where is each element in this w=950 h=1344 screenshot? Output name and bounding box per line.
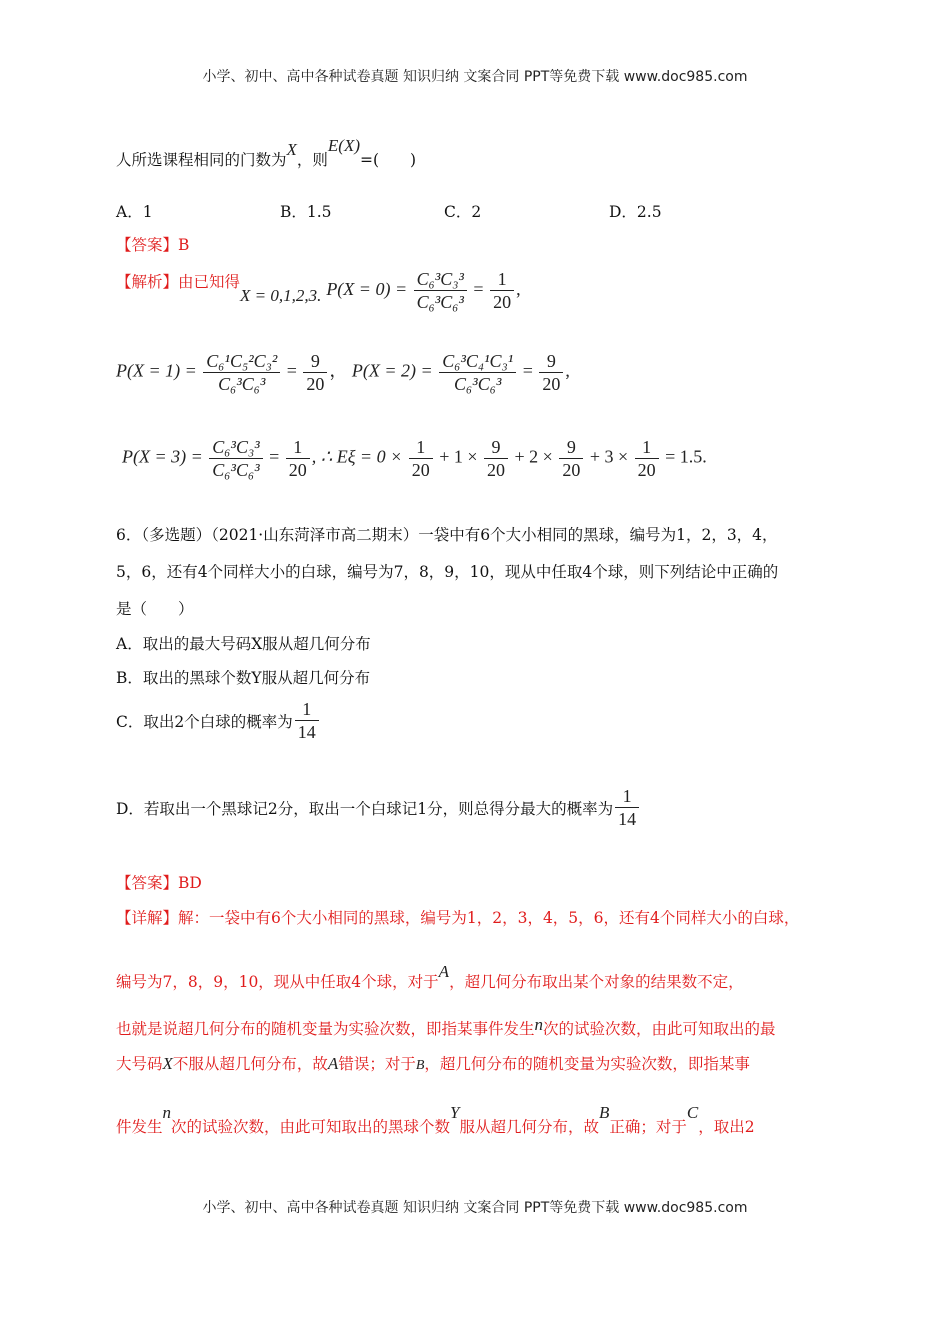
var-b-2: B [599, 1103, 610, 1122]
detail-seg: 不服从超几何分布，故 [172, 1055, 328, 1073]
q5-analysis-values: X = 0,1,2,3. [240, 285, 322, 305]
q5-answer: 【答案】B [116, 236, 190, 254]
e-t4-den: 20 [637, 460, 656, 480]
q6-stem-line-2: 5，6，还有4个同样大小的白球，编号为7，8，9，10，现从中任取4个球，则下列结论中正确的 [116, 563, 779, 581]
detail-seg: 正确；对于 [609, 1118, 687, 1136]
detail-seg: ，取出2 [698, 1118, 755, 1136]
p3-r-num: 1 [293, 437, 303, 457]
e-op3: + 3 × [589, 446, 629, 467]
q6-option-b: B．取出的黑球个数Y服从超几何分布 [116, 669, 371, 687]
p1-eq: = [286, 360, 297, 381]
p0-r-den: 20 [493, 292, 512, 312]
detail-seg: 次的试验次数，由此可知取出的最 [543, 1020, 776, 1038]
e-t1-num: 1 [416, 437, 426, 457]
var-b: B [415, 1058, 425, 1073]
q5-analysis-line [116, 268, 521, 313]
var-n-2: n [162, 1103, 172, 1122]
p3-tail: , ∴ Eξ = 0 × [311, 446, 403, 467]
page-footer: 小学、初中、高中各种试卷真题 知识归纳 文案合同 PPT等免费下载 www.doc985.com [202, 1200, 748, 1216]
e-result: = 1.5. [665, 446, 707, 467]
p3-num: C₆³C₃³ [212, 437, 260, 457]
page-header: 小学、初中、高中各种试卷真题 知识归纳 文案合同 PPT等免费下载 www.doc985.com [202, 69, 748, 85]
p1-lhs: P(X = 1) = [116, 360, 197, 381]
e-term-2 [484, 436, 508, 481]
detail-seg: 也就是说超几何分布的随机变量为实验次数，即指某事件发生 [116, 1020, 535, 1038]
p2-den: C₆³C₆³ [454, 374, 502, 394]
detail-seg: ，超几何分布的随机变量为实验次数，即指某事 [424, 1055, 750, 1073]
q5-option-d: D．2.5 [609, 203, 662, 221]
var-a-2: A [327, 1054, 339, 1073]
q5-analysis-label: 【解析】由已知得 [116, 272, 241, 291]
q5-stem-text: 人所选课程相同的门数为 [116, 151, 287, 169]
detail-seg: 大号码 [116, 1055, 163, 1073]
p2-tail: , [565, 360, 570, 381]
detail-seg: 次的试验次数，由此可知取出的黑球个数 [171, 1118, 451, 1136]
p1-den: C₆³C₆³ [218, 374, 266, 394]
p1-result [303, 350, 327, 395]
e-t2-num: 9 [491, 437, 501, 457]
q6-detail-line-2 [116, 962, 744, 992]
optd-num: 1 [622, 786, 632, 806]
q6-option-d [116, 785, 641, 830]
q5-option-b: B．1.5 [280, 203, 332, 221]
e-t1-den: 20 [411, 460, 430, 480]
e-t2-den: 20 [487, 460, 506, 480]
q6-stem-line-3: 是（ ） [116, 600, 194, 618]
p0-tail: , [516, 278, 521, 299]
var-c: C [686, 1103, 699, 1122]
optd-den: 14 [618, 809, 637, 829]
q5-stem [116, 136, 417, 170]
q6-option-c-text: C．取出2个白球的概率为 [116, 713, 293, 731]
formula-p1-p2 [116, 350, 570, 395]
formula-p0 [326, 269, 521, 312]
q6-option-a: A．取出的最大号码X服从超几何分布 [116, 635, 371, 653]
p3-result [286, 436, 310, 481]
q6-option-d-text: D．若取出一个黑球记2分，取出一个白球记1分，则总得分最大的概率为 [116, 800, 614, 818]
optc-num: 1 [302, 699, 312, 719]
p0-result [490, 268, 514, 313]
detail-seg: 服从超几何分布，故 [459, 1118, 600, 1136]
detail-seg: 编号为7，8，9，10，现从中任取4个球，对于 [116, 973, 439, 991]
var-x: X [162, 1054, 173, 1073]
q6-detail-line-4 [116, 1052, 750, 1074]
p2-r-den: 20 [542, 374, 561, 394]
e-t3-num: 9 [566, 437, 576, 457]
p3-r-den: 20 [288, 460, 307, 480]
optc-den: 14 [297, 722, 316, 742]
p3-lhs: P(X = 3) = [122, 446, 203, 467]
q5-var-x: X [286, 140, 297, 159]
q6-option-c-fraction [295, 698, 319, 743]
e-term-1 [409, 436, 433, 481]
p1-fraction [203, 350, 280, 395]
p2-r-num: 9 [546, 351, 556, 371]
p1-r-den: 20 [306, 374, 325, 394]
q5-expectation: E(X) [327, 136, 361, 155]
var-y: Y [450, 1103, 460, 1122]
p3-fraction [209, 436, 262, 481]
p0-r-num: 1 [497, 269, 507, 289]
p0-eq: = [473, 278, 484, 299]
e-t4-num: 1 [642, 437, 652, 457]
q5-stem-text-2: ，则 [296, 151, 328, 169]
e-term-3 [559, 436, 583, 481]
q5-stem-text-3: =( ) [360, 151, 417, 169]
e-op1: + 1 × [439, 446, 478, 467]
p2-result [539, 350, 563, 395]
q6-detail-line-5 [116, 1103, 755, 1137]
e-op2: + 2 × [514, 446, 553, 467]
p0-den: C₆³C₆³ [416, 292, 464, 312]
p0-fraction [414, 268, 467, 313]
detail-seg: 错误；对于 [338, 1055, 416, 1073]
p2-num: C₆³C₄¹C₃¹ [442, 351, 514, 371]
q6-detail-line-3 [116, 1017, 776, 1039]
q5-option-c: C．2 [444, 203, 482, 221]
formula-p3-expectation [122, 436, 707, 481]
p2-lhs: P(X = 2) = [351, 360, 433, 381]
e-t3-den: 20 [562, 460, 581, 480]
p3-den: C₆³C₆³ [212, 460, 260, 480]
q6-detail-line-1: 【详解】解：一袋中有6个大小相同的黑球，编号为1，2，3，4，5，6，还有4个同样大小的白球， [116, 909, 800, 927]
p1-tail: ， [329, 360, 348, 381]
q6-answer: 【答案】BD [116, 874, 202, 892]
p1-r-num: 9 [310, 351, 320, 371]
p0-num: C₆³C₃³ [416, 269, 464, 289]
q6-option-d-fraction [615, 785, 639, 830]
detail-seg: ，超几何分布取出某个对象的结果数不定， [449, 973, 744, 991]
p1-num: C₆¹C₅²C₃² [206, 351, 278, 371]
var-a: A [438, 962, 450, 981]
detail-seg: 件发生 [116, 1118, 163, 1136]
q6-stem-line-1: 6．（多选题）（2021·山东菏泽市高二期末）一袋中有6个大小相同的黑球，编号为1，2，3，4， [116, 526, 778, 544]
q6-option-c [116, 698, 321, 743]
p2-fraction [439, 350, 516, 395]
p3-eq: = [269, 446, 280, 467]
p2-eq: = [522, 360, 533, 381]
var-n: n [534, 1015, 544, 1034]
p0-lhs: P(X = 0) = [326, 278, 408, 299]
e-term-4 [635, 436, 659, 481]
q5-option-a: A．1 [116, 203, 153, 221]
